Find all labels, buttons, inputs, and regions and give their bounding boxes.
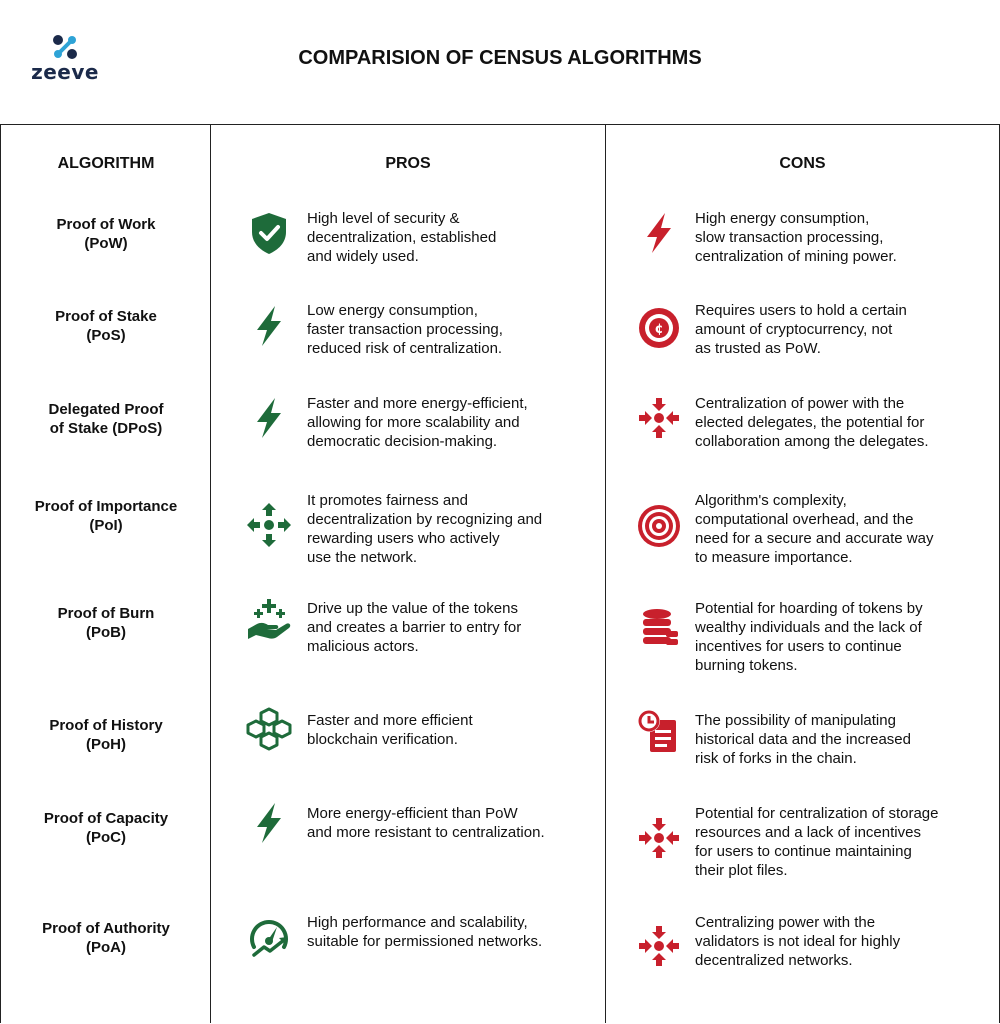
con-text: Potential for hoarding of tokens by wealthy individuals and the lack of incentives for users to continue burning tokens.: [695, 600, 923, 674]
lightning-icon: [246, 395, 292, 441]
converge-arrows-icon: [636, 395, 682, 441]
column-divider: [210, 125, 211, 1023]
con-text: Centralizing power with the validators is not ideal for highly decentralized networks.: [695, 914, 901, 969]
shield-check-icon: [246, 210, 292, 256]
algorithm-abbr: (PoC): [86, 829, 126, 846]
algorithm-name: [1, 400, 211, 438]
algorithm-name-line: Proof of Work: [56, 216, 156, 233]
algorithm-name-line: Proof of Importance: [34, 498, 178, 515]
algorithm-abbr: (PoA): [86, 939, 126, 956]
pro-text: Faster and more efficient blockchain verification.: [307, 712, 473, 748]
algorithm-name-line: Proof of Stake: [55, 308, 157, 325]
algorithm-name: [1, 497, 211, 535]
coin-icon: [636, 305, 682, 351]
algorithm-name-line: Delegated Proof: [48, 401, 164, 418]
algorithm-name: [1, 716, 211, 754]
converge-arrows-icon: [636, 923, 682, 969]
algorithm-name-line: Proof of Capacity: [43, 810, 169, 827]
algorithm-name: [1, 604, 211, 642]
algorithm-abbr: of Stake (DPoS): [49, 420, 163, 437]
diverge-arrows-icon: [246, 502, 292, 548]
algorithm-abbr: (PoH): [86, 736, 126, 753]
pro-text: More energy-efficient than PoW and more resistant to centralization.: [307, 805, 545, 841]
pro-text: It promotes fairness and decentralization by recognizing and rewarding users who actively use the network.: [307, 492, 543, 566]
target-icon: [636, 503, 682, 549]
algorithm-name: [1, 919, 211, 957]
algorithm-name-line: Proof of History: [49, 717, 163, 734]
pro-text: Drive up the value of the tokens and creates a barrier to entry for malicious actors.: [307, 600, 522, 655]
header-pros: PROS: [385, 155, 431, 172]
page-title: COMPARISION OF CENSUS ALGORITHMS: [298, 47, 702, 69]
history-document-icon: [636, 708, 682, 754]
pro-text: Low energy consumption, faster transaction processing, reduced risk of centralization.: [307, 302, 503, 357]
blockchain-cubes-icon: [246, 706, 292, 752]
con-text: Centralization of power with the elected delegates, the potential for collaboration among the delegates.: [695, 395, 929, 450]
con-text: High energy consumption, slow transaction processing, centralization of mining power.: [695, 210, 897, 265]
lightning-icon: [636, 210, 682, 256]
comparison-table: [0, 124, 1000, 1023]
hand-plus-icon: [246, 597, 292, 643]
algorithm-name-line: Proof of Authority: [42, 920, 170, 937]
con-text: Requires users to hold a certain amount of cryptocurrency, not as trusted as PoW.: [695, 302, 907, 357]
converge-arrows-icon: [636, 815, 682, 861]
algorithm-abbr: (PoS): [86, 327, 126, 344]
pro-text: Faster and more energy-efficient, allowing for more scalability and democratic decision-making.: [307, 395, 528, 450]
column-divider: [605, 125, 606, 1023]
algorithm-name: [1, 307, 211, 345]
con-text: Potential for centralization of storage resources and a lack of incentives for users to continue maintaining their plot files.: [695, 805, 939, 879]
algorithm-name-line: Proof of Burn: [57, 605, 155, 622]
algorithm-abbr: (PoI): [89, 517, 123, 534]
con-text: The possibility of manipulating historical data and the increased risk of forks in the chain.: [695, 712, 911, 767]
pro-text: High performance and scalability, suitable for permissioned networks.: [307, 914, 543, 950]
lightning-icon: [246, 800, 292, 846]
algorithm-abbr: (PoB): [86, 624, 126, 641]
header-algorithm: ALGORITHM: [57, 155, 155, 172]
algorithm-name: [1, 215, 211, 253]
zeeve-logo-text: zeeve: [31, 60, 99, 84]
pro-text: High level of security & decentralization, established and widely used.: [307, 210, 497, 265]
header-cons: CONS: [779, 155, 826, 172]
algorithm-name: [1, 809, 211, 847]
coin-stack-icon: [636, 605, 682, 651]
con-text: Algorithm's complexity, computational overhead, and the need for a secure and accurate way to measure importance.: [695, 492, 934, 566]
algorithm-abbr: (PoW): [84, 235, 128, 252]
speedometer-icon: [246, 914, 292, 960]
lightning-icon: [246, 303, 292, 349]
